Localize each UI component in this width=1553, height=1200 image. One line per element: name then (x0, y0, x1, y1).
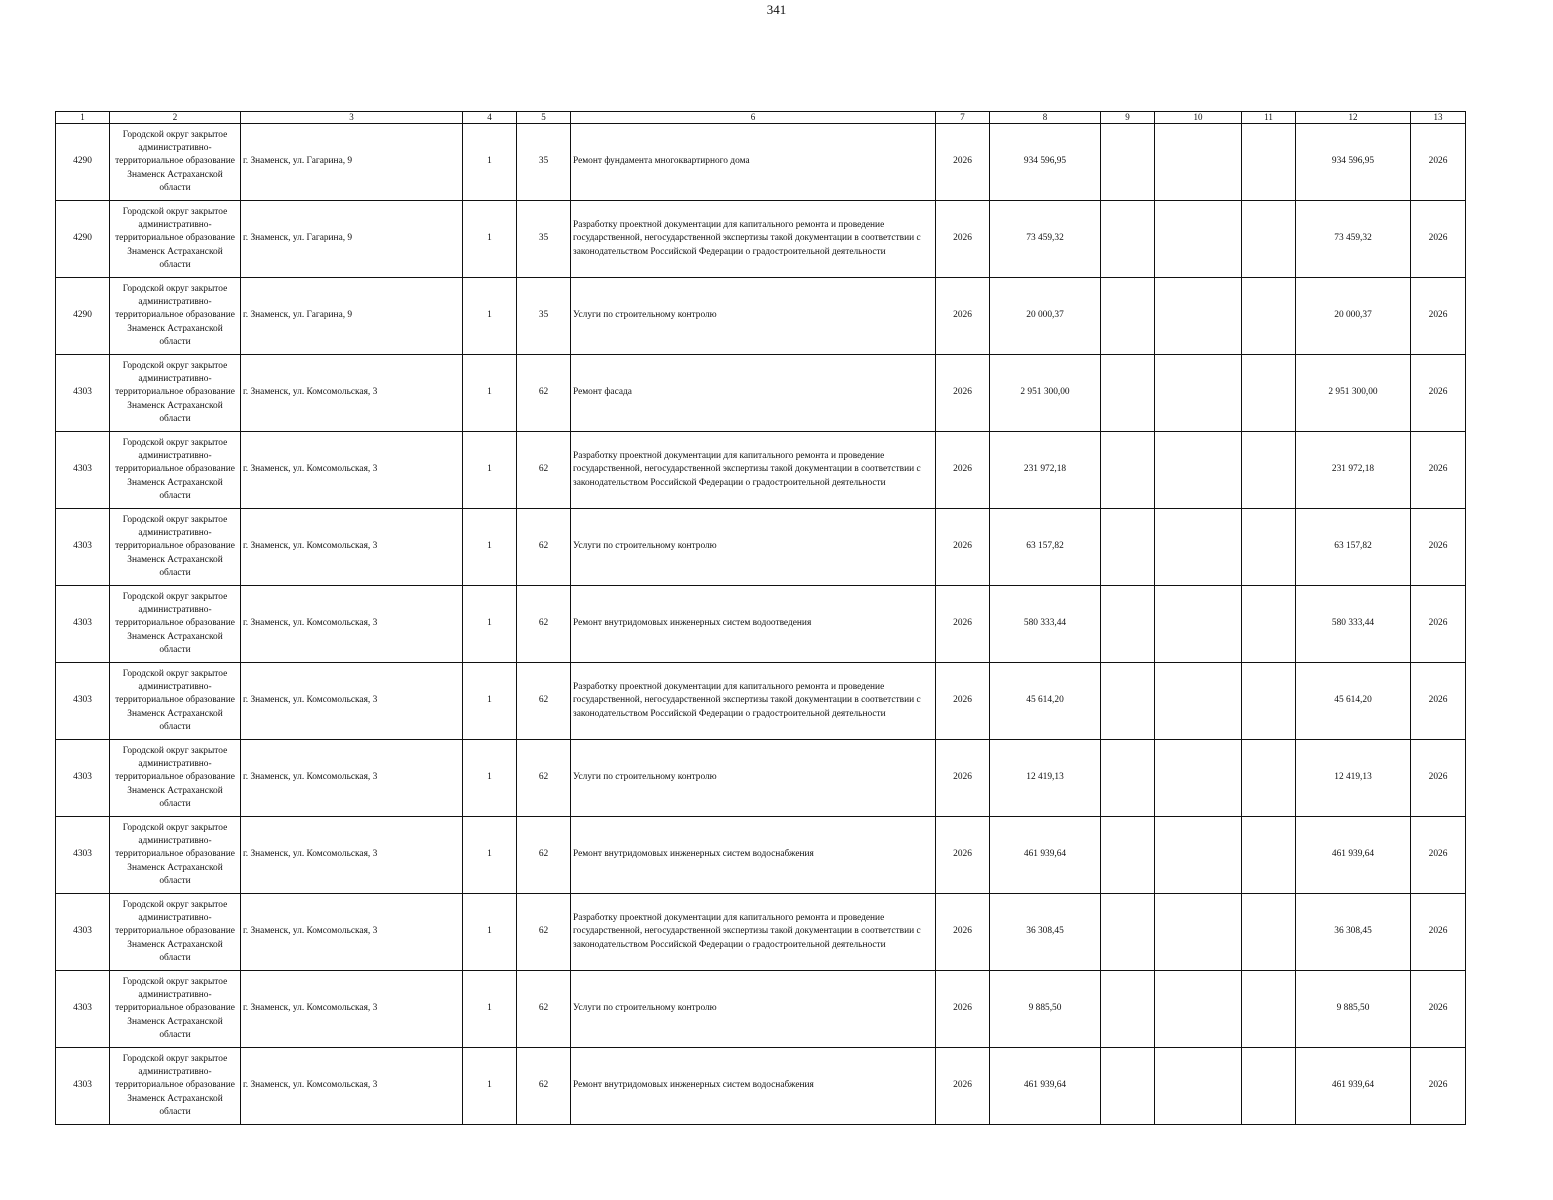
col10-cell (1155, 663, 1242, 740)
total-cell: 9 885,50 (1296, 971, 1411, 1048)
column-header-13: 13 (1411, 112, 1466, 124)
col4-cell: 1 (463, 278, 517, 355)
municipality-cell: Городской округ закрытое административно-территориальное образование Знаменск Астраханской области (110, 663, 241, 740)
cost-cell: 934 596,95 (990, 124, 1101, 201)
col5-cell: 62 (517, 663, 571, 740)
col11-cell (1242, 432, 1296, 509)
col5-cell: 62 (517, 432, 571, 509)
col4-cell: 1 (463, 971, 517, 1048)
col11-cell (1242, 1048, 1296, 1125)
col10-cell (1155, 201, 1242, 278)
municipality-cell: Городской округ закрытое административно-территориальное образование Знаменск Астраханской области (110, 509, 241, 586)
col5-cell: 62 (517, 586, 571, 663)
col5-cell: 35 (517, 278, 571, 355)
table-row (56, 509, 1466, 586)
total-cell: 461 939,64 (1296, 1048, 1411, 1125)
total-cell: 73 459,32 (1296, 201, 1411, 278)
total-cell: 45 614,20 (1296, 663, 1411, 740)
col11-cell (1242, 509, 1296, 586)
record-id: 4290 (56, 278, 110, 355)
end-year-cell: 2026 (1411, 740, 1466, 817)
address-cell: г. Знаменск, ул. Комсомольская, 3 (241, 509, 463, 586)
record-id: 4303 (56, 740, 110, 817)
work-type-cell: Ремонт внутридомовых инженерных систем водоотведения (571, 586, 936, 663)
cost-cell: 231 972,18 (990, 432, 1101, 509)
year-cell: 2026 (936, 278, 990, 355)
col9-cell (1101, 894, 1155, 971)
cost-cell: 73 459,32 (990, 201, 1101, 278)
municipality-cell: Городской округ закрытое административно-территориальное образование Знаменск Астраханской области (110, 432, 241, 509)
column-header-12: 12 (1296, 112, 1411, 124)
year-cell: 2026 (936, 201, 990, 278)
work-type-cell: Услуги по строительному контролю (571, 509, 936, 586)
col5-cell: 35 (517, 124, 571, 201)
end-year-cell: 2026 (1411, 971, 1466, 1048)
cost-cell: 580 333,44 (990, 586, 1101, 663)
col5-cell: 62 (517, 817, 571, 894)
municipality-cell: Городской округ закрытое административно-территориальное образование Знаменск Астраханской области (110, 201, 241, 278)
col10-cell (1155, 1048, 1242, 1125)
col4-cell: 1 (463, 1048, 517, 1125)
year-cell: 2026 (936, 817, 990, 894)
municipality-cell: Городской округ закрытое административно-территориальное образование Знаменск Астраханской области (110, 278, 241, 355)
col4-cell: 1 (463, 740, 517, 817)
address-cell: г. Знаменск, ул. Гагарина, 9 (241, 201, 463, 278)
year-cell: 2026 (936, 355, 990, 432)
col11-cell (1242, 740, 1296, 817)
column-header-8: 8 (990, 112, 1101, 124)
col11-cell (1242, 817, 1296, 894)
work-type-cell: Разработку проектной документации для капитального ремонта и проведение государственной, негосударственной экспертизы такой документации в соответствии с законодательством Российской Федерации о градостроительной деятельности (571, 663, 936, 740)
municipality-cell: Городской округ закрытое административно-территориальное образование Знаменск Астраханской области (110, 817, 241, 894)
col11-cell (1242, 663, 1296, 740)
end-year-cell: 2026 (1411, 509, 1466, 586)
address-cell: г. Знаменск, ул. Комсомольская, 3 (241, 1048, 463, 1125)
work-type-cell: Разработку проектной документации для капитального ремонта и проведение государственной, негосударственной экспертизы такой документации в соответствии с законодательством Российской Федерации о градостроительной деятельности (571, 201, 936, 278)
municipality-cell: Городской округ закрытое административно-территориальное образование Знаменск Астраханской области (110, 586, 241, 663)
registry-table (55, 111, 1466, 1125)
column-header-11: 11 (1242, 112, 1296, 124)
column-header-10: 10 (1155, 112, 1242, 124)
total-cell: 63 157,82 (1296, 509, 1411, 586)
col10-cell (1155, 278, 1242, 355)
record-id: 4303 (56, 1048, 110, 1125)
column-header-3: 3 (241, 112, 463, 124)
end-year-cell: 2026 (1411, 586, 1466, 663)
col10-cell (1155, 432, 1242, 509)
table-row (56, 124, 1466, 201)
total-cell: 461 939,64 (1296, 817, 1411, 894)
record-id: 4303 (56, 894, 110, 971)
column-header-5: 5 (517, 112, 571, 124)
cost-cell: 9 885,50 (990, 971, 1101, 1048)
work-type-cell: Разработку проектной документации для капитального ремонта и проведение государственной, негосударственной экспертизы такой документации в соответствии с законодательством Российской Федерации о градостроительной деятельности (571, 894, 936, 971)
cost-cell: 2 951 300,00 (990, 355, 1101, 432)
year-cell: 2026 (936, 971, 990, 1048)
page-number: 341 (766, 2, 787, 17)
col11-cell (1242, 278, 1296, 355)
cost-cell: 45 614,20 (990, 663, 1101, 740)
col4-cell: 1 (463, 509, 517, 586)
cost-cell: 20 000,37 (990, 278, 1101, 355)
cost-cell: 63 157,82 (990, 509, 1101, 586)
work-type-cell: Услуги по строительному контролю (571, 278, 936, 355)
col10-cell (1155, 817, 1242, 894)
col9-cell (1101, 663, 1155, 740)
record-id: 4303 (56, 586, 110, 663)
year-cell: 2026 (936, 894, 990, 971)
table-row (56, 432, 1466, 509)
table-body (56, 124, 1466, 1125)
col9-cell (1101, 817, 1155, 894)
address-cell: г. Знаменск, ул. Комсомольская, 3 (241, 663, 463, 740)
col9-cell (1101, 1048, 1155, 1125)
work-type-cell: Ремонт фасада (571, 355, 936, 432)
cost-cell: 461 939,64 (990, 1048, 1101, 1125)
record-id: 4303 (56, 432, 110, 509)
col10-cell (1155, 509, 1242, 586)
municipality-cell: Городской округ закрытое административно-территориальное образование Знаменск Астраханской области (110, 740, 241, 817)
work-type-cell: Услуги по строительному контролю (571, 740, 936, 817)
total-cell: 934 596,95 (1296, 124, 1411, 201)
col9-cell (1101, 740, 1155, 817)
col4-cell: 1 (463, 432, 517, 509)
column-header-6: 6 (571, 112, 936, 124)
table-row (56, 740, 1466, 817)
col4-cell: 1 (463, 817, 517, 894)
end-year-cell: 2026 (1411, 124, 1466, 201)
record-id: 4303 (56, 355, 110, 432)
col5-cell: 62 (517, 971, 571, 1048)
col9-cell (1101, 278, 1155, 355)
record-id: 4303 (56, 663, 110, 740)
col10-cell (1155, 124, 1242, 201)
cost-cell: 36 308,45 (990, 894, 1101, 971)
work-type-cell: Ремонт фундамента многоквартирного дома (571, 124, 936, 201)
municipality-cell: Городской округ закрытое административно-территориальное образование Знаменск Астраханской области (110, 124, 241, 201)
col5-cell: 62 (517, 740, 571, 817)
end-year-cell: 2026 (1411, 201, 1466, 278)
table-row (56, 201, 1466, 278)
col11-cell (1242, 971, 1296, 1048)
column-header-7: 7 (936, 112, 990, 124)
record-id: 4290 (56, 201, 110, 278)
cost-cell: 461 939,64 (990, 817, 1101, 894)
municipality-cell: Городской округ закрытое административно-территориальное образование Знаменск Астраханской области (110, 1048, 241, 1125)
col10-cell (1155, 355, 1242, 432)
address-cell: г. Знаменск, ул. Гагарина, 9 (241, 278, 463, 355)
col10-cell (1155, 971, 1242, 1048)
end-year-cell: 2026 (1411, 278, 1466, 355)
table-row (56, 278, 1466, 355)
col11-cell (1242, 894, 1296, 971)
record-id: 4303 (56, 509, 110, 586)
col5-cell: 62 (517, 894, 571, 971)
column-header-9: 9 (1101, 112, 1155, 124)
cost-cell: 12 419,13 (990, 740, 1101, 817)
municipality-cell: Городской округ закрытое административно-территориальное образование Знаменск Астраханской области (110, 971, 241, 1048)
col4-cell: 1 (463, 355, 517, 432)
col4-cell: 1 (463, 201, 517, 278)
table-row (56, 817, 1466, 894)
col11-cell (1242, 586, 1296, 663)
col9-cell (1101, 124, 1155, 201)
total-cell: 231 972,18 (1296, 432, 1411, 509)
address-cell: г. Знаменск, ул. Комсомольская, 3 (241, 355, 463, 432)
address-cell: г. Знаменск, ул. Комсомольская, 3 (241, 586, 463, 663)
header-row (56, 112, 1466, 124)
end-year-cell: 2026 (1411, 817, 1466, 894)
address-cell: г. Знаменск, ул. Комсомольская, 3 (241, 432, 463, 509)
table-row (56, 894, 1466, 971)
year-cell: 2026 (936, 586, 990, 663)
col9-cell (1101, 971, 1155, 1048)
col10-cell (1155, 894, 1242, 971)
year-cell: 2026 (936, 124, 990, 201)
col5-cell: 62 (517, 1048, 571, 1125)
year-cell: 2026 (936, 509, 990, 586)
record-id: 4303 (56, 971, 110, 1048)
col9-cell (1101, 355, 1155, 432)
year-cell: 2026 (936, 432, 990, 509)
column-header-1: 1 (56, 112, 110, 124)
col5-cell: 62 (517, 355, 571, 432)
year-cell: 2026 (936, 1048, 990, 1125)
column-header-4: 4 (463, 112, 517, 124)
municipality-cell: Городской округ закрытое административно-территориальное образование Знаменск Астраханской области (110, 894, 241, 971)
address-cell: г. Знаменск, ул. Комсомольская, 3 (241, 817, 463, 894)
col10-cell (1155, 586, 1242, 663)
col4-cell: 1 (463, 894, 517, 971)
col4-cell: 1 (463, 124, 517, 201)
col10-cell (1155, 740, 1242, 817)
table-row (56, 586, 1466, 663)
work-type-cell: Ремонт внутридомовых инженерных систем водоснабжения (571, 817, 936, 894)
total-cell: 12 419,13 (1296, 740, 1411, 817)
work-type-cell: Разработку проектной документации для капитального ремонта и проведение государственной, негосударственной экспертизы такой документации в соответствии с законодательством Российской Федерации о градостроительной деятельности (571, 432, 936, 509)
end-year-cell: 2026 (1411, 894, 1466, 971)
column-header-2: 2 (110, 112, 241, 124)
work-type-cell: Ремонт внутридомовых инженерных систем водоснабжения (571, 1048, 936, 1125)
col4-cell: 1 (463, 663, 517, 740)
table-row (56, 1048, 1466, 1125)
col9-cell (1101, 509, 1155, 586)
table-row (56, 355, 1466, 432)
col5-cell: 62 (517, 509, 571, 586)
total-cell: 36 308,45 (1296, 894, 1411, 971)
total-cell: 2 951 300,00 (1296, 355, 1411, 432)
address-cell: г. Знаменск, ул. Гагарина, 9 (241, 124, 463, 201)
total-cell: 580 333,44 (1296, 586, 1411, 663)
record-id: 4303 (56, 817, 110, 894)
address-cell: г. Знаменск, ул. Комсомольская, 3 (241, 894, 463, 971)
col5-cell: 35 (517, 201, 571, 278)
year-cell: 2026 (936, 740, 990, 817)
col11-cell (1242, 355, 1296, 432)
year-cell: 2026 (936, 663, 990, 740)
end-year-cell: 2026 (1411, 355, 1466, 432)
col4-cell: 1 (463, 586, 517, 663)
col11-cell (1242, 124, 1296, 201)
work-type-cell: Услуги по строительному контролю (571, 971, 936, 1048)
table-row (56, 663, 1466, 740)
end-year-cell: 2026 (1411, 432, 1466, 509)
col9-cell (1101, 586, 1155, 663)
record-id: 4290 (56, 124, 110, 201)
end-year-cell: 2026 (1411, 1048, 1466, 1125)
address-cell: г. Знаменск, ул. Комсомольская, 3 (241, 740, 463, 817)
col9-cell (1101, 432, 1155, 509)
col9-cell (1101, 201, 1155, 278)
table-row (56, 971, 1466, 1048)
address-cell: г. Знаменск, ул. Комсомольская, 3 (241, 971, 463, 1048)
municipality-cell: Городской округ закрытое административно-территориальное образование Знаменск Астраханской области (110, 355, 241, 432)
col11-cell (1242, 201, 1296, 278)
end-year-cell: 2026 (1411, 663, 1466, 740)
total-cell: 20 000,37 (1296, 278, 1411, 355)
